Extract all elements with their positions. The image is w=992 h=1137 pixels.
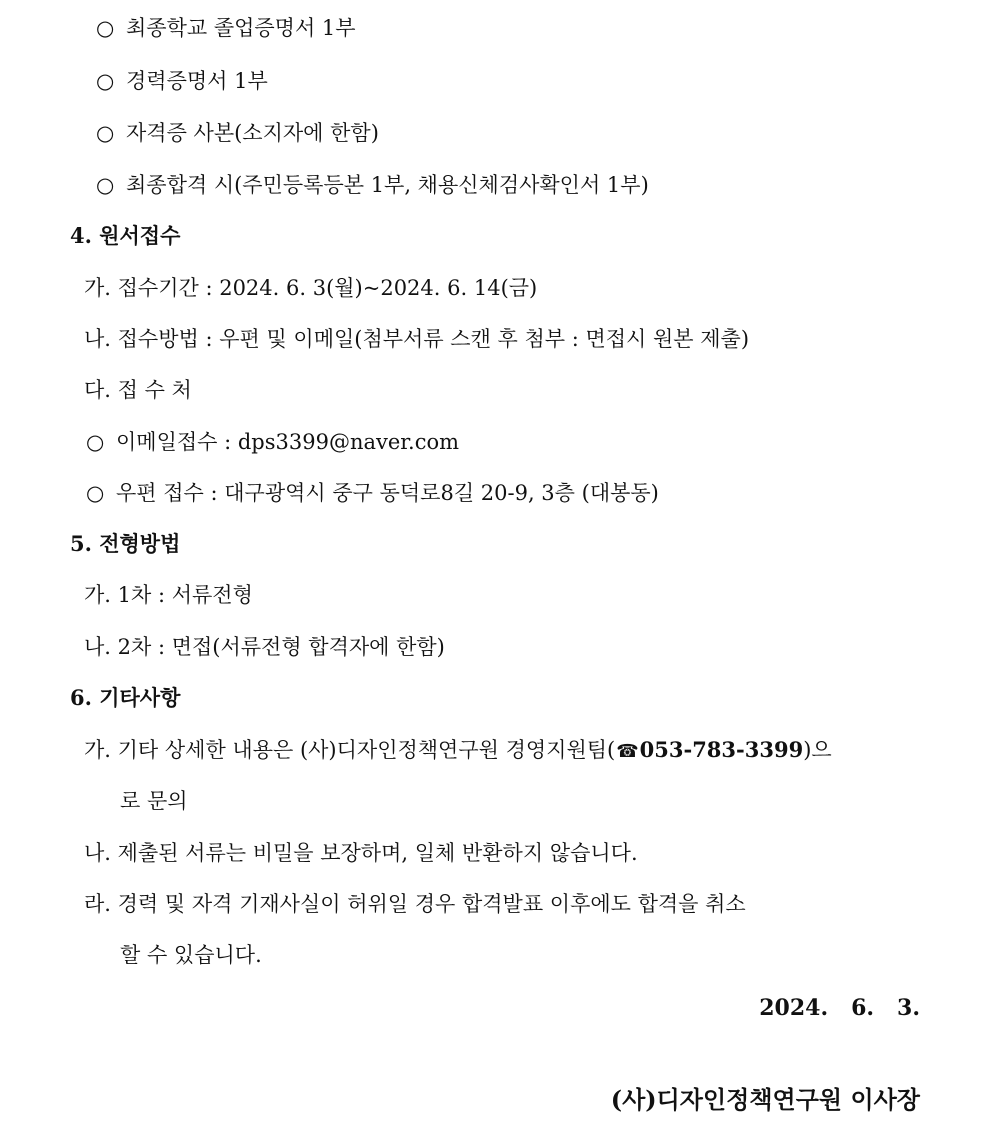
doc-item-text: 경력증명서 1부	[126, 69, 268, 93]
email-submission	[86, 427, 459, 457]
phone-icon: ☎	[616, 741, 639, 762]
email-submission-text: 이메일접수 : dps3399@naver.com	[116, 430, 460, 454]
section-heading-selection: 5. 전형방법	[70, 531, 181, 556]
circle-bullet: ○	[86, 430, 105, 454]
circle-bullet: ○	[96, 121, 115, 145]
doc-item-text: 최종학교 졸업증명서 1부	[126, 16, 356, 40]
misc-false-claims: 라. 경력 및 자격 기재사실이 허위일 경우 합격발표 이후에도 합격을 취소	[84, 892, 746, 916]
misc-contact-suffix: )으	[803, 738, 832, 762]
misc-contact-prefix: 가. 기타 상세한 내용은 (사)디자인정책연구원 경영지원팀(	[84, 738, 616, 762]
circle-bullet: ○	[96, 16, 115, 40]
doc-item-1	[96, 13, 356, 43]
circle-bullet: ○	[96, 173, 115, 197]
doc-item-2	[96, 66, 268, 96]
doc-item-text: 자격증 사본(소지자에 한함)	[126, 121, 379, 145]
selection-second: 나. 2차 : 면접(서류전형 합격자에 한함)	[84, 635, 445, 659]
post-submission	[86, 478, 659, 508]
selection-first: 가. 1차 : 서류전형	[84, 583, 253, 607]
misc-contact-continued: 로 문의	[120, 789, 188, 813]
doc-item-4	[96, 170, 649, 200]
post-submission-text: 우편 접수 : 대구광역시 중구 동덕로8길 20-9, 3층 (대봉동)	[116, 481, 659, 505]
circle-bullet: ○	[86, 481, 105, 505]
notice-date: 2024. 6. 3.	[759, 995, 920, 1021]
misc-confidentiality: 나. 제출된 서류는 비밀을 보장하며, 일체 반환하지 않습니다.	[84, 841, 638, 865]
section-heading-application: 4. 원서접수	[70, 223, 181, 248]
misc-false-claims-continued: 할 수 있습니다.	[120, 943, 262, 967]
application-period: 가. 접수기간 : 2024. 6. 3(월)~2024. 6. 14(금)	[84, 276, 538, 300]
application-place: 다. 접 수 처	[84, 378, 192, 402]
doc-item-text: 최종합격 시(주민등록등본 1부, 채용신체검사확인서 1부)	[126, 173, 649, 197]
phone-number: 053-783-3399	[639, 737, 804, 762]
misc-contact	[84, 735, 832, 767]
issuer-signature: (사)디자인정책연구원 이사장	[610, 1085, 920, 1114]
section-heading-misc: 6. 기타사항	[70, 685, 181, 710]
circle-bullet: ○	[96, 69, 115, 93]
application-method: 나. 접수방법 : 우편 및 이메일(첨부서류 스캔 후 첨부 : 면접시 원본 제출)	[84, 327, 750, 351]
doc-item-3	[96, 118, 379, 148]
